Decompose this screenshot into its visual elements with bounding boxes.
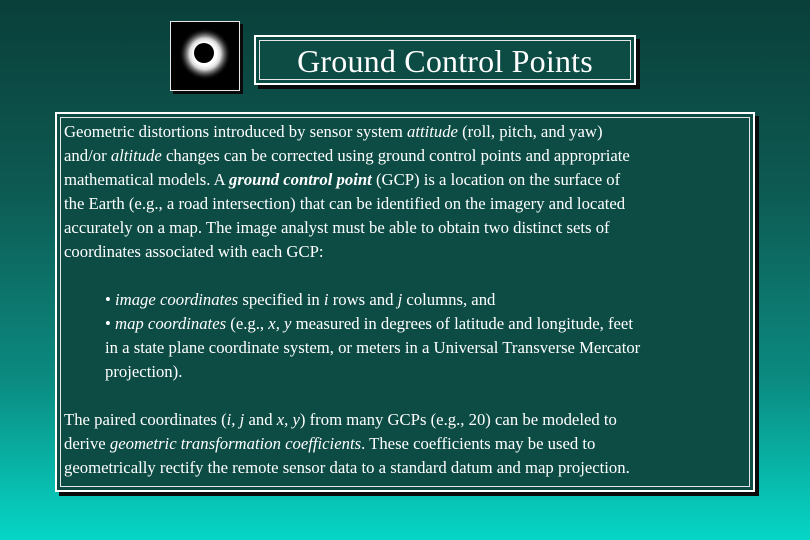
intro-line-1: Geometric distortions introduced by sensor system attitude (roll, pitch, and yaw): [64, 122, 603, 141]
bullet-map-coordinates-cont-2: projection).: [105, 362, 183, 381]
bullet-map-coordinates-cont-1: in a state plane coordinate system, or meters in a Universal Transverse Mercator: [105, 338, 641, 357]
intro-line-3: mathematical models. A ground control point (GCP) is a location on the surface of: [64, 170, 621, 189]
closing-paragraph: [64, 408, 752, 480]
eclipse-logo: [170, 21, 240, 91]
intro-line-5: accurately on a map. The image analyst must be able to obtain two distinct sets of: [64, 218, 610, 237]
bullet-map-coordinates: • map coordinates (e.g., x, y measured in degrees of latitude and longitude, feet: [105, 314, 633, 333]
closing-line-3: geometrically rectify the remote sensor data to a standard datum and map projection.: [64, 458, 630, 477]
intro-line-6: coordinates associated with each GCP:: [64, 242, 324, 261]
intro-paragraph: [64, 120, 752, 264]
page-title: Ground Control Points: [297, 42, 593, 79]
solar-eclipse-icon: [171, 22, 239, 90]
closing-line-2: derive geometric transformation coefficients. These coefficients may be used to: [64, 434, 596, 453]
intro-line-4: the Earth (e.g., a road intersection) that can be identified on the imagery and located: [64, 194, 626, 213]
slide-title-box: [254, 35, 636, 85]
bullet-list: [105, 288, 753, 384]
content-box: [55, 112, 755, 492]
bullet-image-coordinates: • image coordinates specified in i rows and j columns, and: [105, 290, 496, 309]
closing-line-1: The paired coordinates (i, j and x, y) from many GCPs (e.g., 20) can be modeled to: [64, 410, 617, 429]
intro-line-2: and/or altitude changes can be corrected using ground control points and appropriate: [64, 146, 630, 165]
